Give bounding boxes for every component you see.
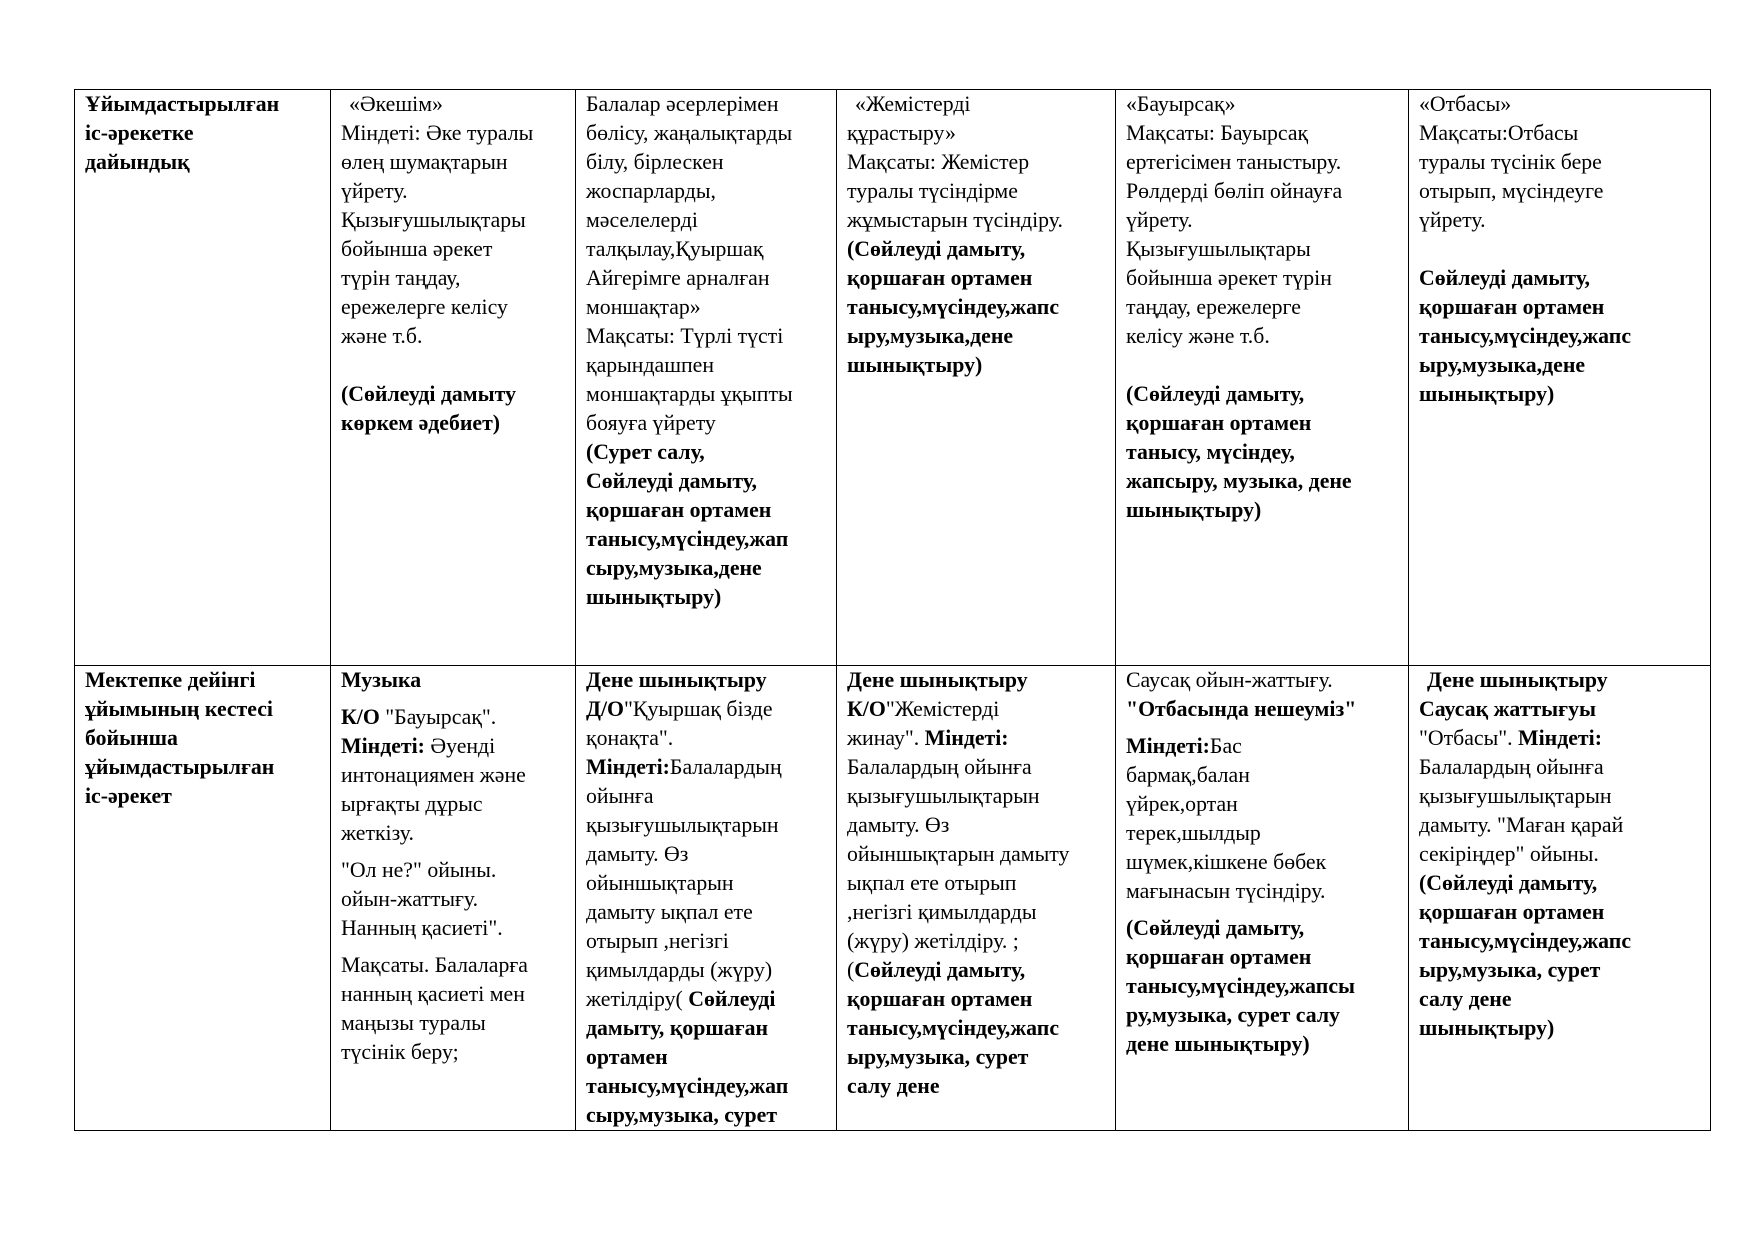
cell-line: бояуға үйрету <box>586 411 716 435</box>
table-cell <box>1409 666 1711 1131</box>
mixed-plain: жетілдіру( <box>586 987 689 1011</box>
cell-bold-line: танысу,мүсіндеу,жап <box>586 1074 789 1098</box>
cell-bold-line: танысу,мүсіндеу,жапс <box>1419 929 1632 953</box>
cell-line: ықпал ете отырып <box>847 871 1017 895</box>
cell-line: Мақсаты:Отбасы <box>1419 121 1579 145</box>
cell-title: Музыка <box>341 668 422 692</box>
cell-line: Мақсаты: Жемістер <box>847 150 1030 174</box>
cell-line: түрін таңдау, <box>341 266 461 290</box>
cell-bold-line: танысу,мүсіндеу,жап <box>586 527 789 551</box>
cell-bold-line: жапсыру, музыка, дене <box>1126 469 1352 493</box>
mindeti-text: Бас <box>1209 734 1242 758</box>
cell-line: жұмыстарын түсіндіру. <box>847 208 1063 232</box>
cell-bold-line: сыру,музыка,дене <box>586 556 762 580</box>
cell-bold-line: ыру,музыка, сурет <box>1419 958 1601 982</box>
cell-bold-line: танысу,мүсіндеу,жапс <box>847 1016 1060 1040</box>
table-cell <box>331 90 576 666</box>
cell-bold-line: қоршаған ортамен <box>1419 900 1605 924</box>
cell-line: қызығушылықтарын <box>1419 784 1612 808</box>
cell-line: Балалардың ойынға <box>1419 755 1604 779</box>
cell-line: дамыту ықпал ете <box>586 900 753 924</box>
cell-bold-line: (Сөйлеуді дамыту, <box>1126 382 1305 406</box>
cell-bold-line: ыру,музыка,дене <box>847 324 1014 348</box>
cell-subtitle: Саусақ жаттығуы <box>1419 697 1596 721</box>
cell-line: Мақсаты: Бауырсақ <box>1126 121 1309 145</box>
table-cell <box>1409 90 1711 666</box>
cell-line: үйрету. <box>1126 208 1193 232</box>
cell-bold-line: ру,музыка, сурет салу <box>1126 1003 1340 1027</box>
row-header-cell <box>75 666 331 1131</box>
cell-line: Нанның қасиеті". <box>341 916 503 940</box>
cell-line: ойыншықтарын <box>586 871 734 895</box>
cell-bold-line: Сөйлеуді дамыту, <box>586 469 757 493</box>
table-cell <box>1116 90 1409 666</box>
mindeti-label: Міндеті: <box>586 755 670 779</box>
cell-title: «Әкешім» <box>349 92 443 116</box>
cell-bold-line: (Сурет салу, <box>586 440 705 464</box>
cell-line: ,негізгі қимылдарды <box>847 900 1037 924</box>
cell-bold-line: танысу,мүсіндеу,жапс <box>847 295 1060 319</box>
cell-line: Рөлдерді бөліп ойнауға <box>1126 179 1343 203</box>
cell-line: нанның қасиеті мен <box>341 982 525 1006</box>
cell-line: отырып, мүсіндеуге <box>1419 179 1604 203</box>
cell-line: секіріңдер" ойыны. <box>1419 842 1599 866</box>
cell-bold-line: қоршаған ортамен <box>1419 295 1605 319</box>
do-text: "Қуыршақ бізде <box>624 697 773 721</box>
cell-line: Балалар әсерлерімен <box>586 92 779 116</box>
cell-line: интонациямен және <box>341 763 526 787</box>
cell-line: бөлісу, жаңалықтарды <box>586 121 793 145</box>
cell-line: Қызығушылықтары <box>1126 237 1311 261</box>
cell-line: дамыту. Өз <box>586 842 689 866</box>
cell-bold-line: шынықтыру) <box>1126 498 1262 522</box>
cell-line: және т.б. <box>341 324 423 348</box>
cell-title: «Бауырсақ» <box>1126 92 1236 116</box>
cell-line: отырып ,негізгі <box>586 929 729 953</box>
cell-line: дамыту. Өз <box>847 813 950 837</box>
cell-title: «Отбасы» <box>1419 92 1512 116</box>
cell-bold-line: шынықтыру) <box>586 585 722 609</box>
mindeti-text: Әуенді <box>424 734 496 758</box>
cell-line: құрастыру» <box>847 121 956 145</box>
cell-title: Дене шынықтыру <box>586 668 767 692</box>
table-cell <box>837 90 1116 666</box>
cell-line: келісу және т.б. <box>1126 324 1270 348</box>
row-header-line: дайындық <box>85 150 190 174</box>
cell-bold-line: дамыту, қоршаған <box>586 1016 769 1040</box>
cell-line: қимылдарды (жүру) <box>586 958 773 982</box>
table-cell <box>837 666 1116 1131</box>
cell-line: мәселелерді <box>586 208 698 232</box>
cell-bold-line: шынықтыру) <box>1419 382 1555 406</box>
cell-bold-line: дене шынықтыру) <box>1126 1032 1310 1056</box>
cell-line: туралы түсінік бере <box>1419 150 1602 174</box>
cell-line: дамыту. "Маған қарай <box>1419 813 1624 837</box>
cell-line: Қызығушылықтары <box>341 208 526 232</box>
mindeti-label: Міндеті: <box>924 726 1009 750</box>
table-cell <box>1116 666 1409 1131</box>
cell-title: Дене шынықтыру <box>847 668 1028 692</box>
cell-line: қонақта". <box>586 726 674 750</box>
cell-line: терек,шылдыр <box>1126 821 1261 845</box>
cell-line: түсінік беру; <box>341 1040 459 1064</box>
cell-line: жеткізу. <box>341 821 414 845</box>
cell-line: маңызы туралы <box>341 1011 486 1035</box>
cell-line: бармақ,балан <box>1126 763 1250 787</box>
cell-bold-line: Сөйлеуді дамыту, <box>1419 266 1590 290</box>
cell-bold-line: ыру,музыка,дене <box>1419 353 1586 377</box>
cell-line: Мақсаты. Балаларға <box>341 953 528 977</box>
cell-line: моншақтар» <box>586 295 701 319</box>
cell-line: Айгерімге арналған <box>586 266 770 290</box>
cell-title: «Жемістерді <box>855 92 971 116</box>
mindeti-label: Міндеті: <box>341 734 425 758</box>
cell-bold-line: салу дене <box>847 1074 940 1098</box>
cell-line: мағынасын түсіндіру. <box>1126 879 1326 903</box>
cell-line: шүмек,кішкене бөбек <box>1126 850 1327 874</box>
cell-bold-line: шынықтыру) <box>1419 1016 1555 1040</box>
cell-bold-line: танысу, мүсіндеу, <box>1126 440 1295 464</box>
ko-text: "Бауырсақ". <box>379 705 497 729</box>
table-row <box>75 666 1711 1131</box>
cell-line: үйрету. <box>341 179 408 203</box>
cell-bold-line: танысу,мүсіндеу,жапсы <box>1126 974 1356 998</box>
cell-line: моншақтарды ұқыпты <box>586 382 793 406</box>
cell-bold-line: (Сөйлеуді дамыту <box>341 382 516 406</box>
cell-bold-line: ортамен <box>586 1045 668 1069</box>
cell-line: ережелерге келісу <box>341 295 508 319</box>
cell-bold-line: шынықтыру) <box>847 353 983 377</box>
row-header-line: іс-әрекет <box>85 784 172 808</box>
ko-text: "Жемістерді <box>885 697 1000 721</box>
mindeti-text: Балалардың <box>669 755 782 779</box>
row-header-line: ұйымының кестесі <box>85 697 273 721</box>
cell-bold-line: қоршаған ортамен <box>1126 945 1312 969</box>
cell-bold-line: салу дене <box>1419 987 1512 1011</box>
cell-line: туралы түсіндірме <box>847 179 1018 203</box>
cell-line: Міндеті: Әке туралы <box>341 121 534 145</box>
cell-bold-line: қоршаған ортамен <box>847 987 1033 1011</box>
cell-line: бойынша әрекет түрін <box>1126 266 1332 290</box>
cell-line: таңдау, ережелерге <box>1126 295 1301 319</box>
cell-line: қызығушылықтарын <box>847 784 1040 808</box>
mixed-plain: ( <box>847 958 855 982</box>
cell-line: үйрек,ортан <box>1126 792 1238 816</box>
cell-line: Мақсаты: Түрлі түсті <box>586 324 784 348</box>
cell-bold-line: ыру,музыка, сурет <box>847 1045 1029 1069</box>
mindeti-label: Міндеті: <box>1126 734 1210 758</box>
row-header-line: іс-әрекетке <box>85 121 194 145</box>
cell-title: Саусақ ойын-жаттығу. <box>1126 668 1333 692</box>
cell-subtitle: "Отбасында нешеуміз" <box>1126 697 1357 721</box>
cell-bold-line: (Сөйлеуді дамыту, <box>1419 871 1598 895</box>
cell-line: бойынша әрекет <box>341 237 493 261</box>
cell-line: ойын-жаттығу. <box>341 887 479 911</box>
table-cell <box>576 666 837 1131</box>
cell-line: қарындашпен <box>586 353 715 377</box>
cell-line: ертегісімен таныстыру. <box>1126 150 1342 174</box>
cell-line: білу, бірлескен <box>586 150 724 174</box>
cell-line: өлең шумақтарын <box>341 150 508 174</box>
cell-line: қызығушылықтарын <box>586 813 779 837</box>
table-cell <box>331 666 576 1131</box>
ko-label: К/О <box>341 705 380 729</box>
table-cell <box>576 90 837 666</box>
row-header-line: Ұйымдастырылған <box>85 92 280 116</box>
ko-label: К/О <box>847 697 886 721</box>
mixed-bold: Сөйлеуді <box>688 987 776 1011</box>
cell-bold-line: қоршаған ортамен <box>847 266 1033 290</box>
cell-line: ойыншықтарын дамыту <box>847 842 1070 866</box>
row-header-line: Мектепке дейінгі <box>85 668 256 692</box>
cell-bold-line: сыру,музыка, сурет <box>586 1103 778 1127</box>
cell-bold-line: танысу,мүсіндеу,жапс <box>1419 324 1632 348</box>
table-row <box>75 90 1711 666</box>
cell-line: ырғақты дұрыс <box>341 792 483 816</box>
row-header-line: бойынша <box>85 726 178 750</box>
cell-bold-line: көркем әдебиет) <box>341 411 501 435</box>
cell-title: Дене шынықтыру <box>1427 668 1608 692</box>
plan-table <box>74 89 1711 1131</box>
line3-plain: "Отбасы". <box>1419 726 1519 750</box>
cell-bold-line: қоршаған ортамен <box>586 498 772 522</box>
cell-line: (жүру) жетілдіру. ; <box>847 929 1019 953</box>
cell-line: Балалардың ойынға <box>847 755 1032 779</box>
do-label: Д/О <box>586 697 625 721</box>
cell-line: ойынға <box>586 784 654 808</box>
mindeti-label: Міндеті: <box>1518 726 1602 750</box>
cell-bold-line: (Сөйлеуді дамыту, <box>1126 916 1305 940</box>
cell-line: талқылау,Қуыршақ <box>586 237 764 261</box>
row-header-cell <box>75 90 331 666</box>
mixed-bold: Сөйлеуді дамыту, <box>854 958 1026 982</box>
cell-line: жоспарларды, <box>586 179 716 203</box>
line2-plain: жинау". <box>847 726 925 750</box>
cell-line: үйрету. <box>1419 208 1486 232</box>
row-header-line: ұйымдастырылған <box>85 755 275 779</box>
cell-bold-line: қоршаған ортамен <box>1126 411 1312 435</box>
cell-bold-line: (Сөйлеуді дамыту, <box>847 237 1026 261</box>
cell-line: "Ол не?" ойыны. <box>341 858 497 882</box>
